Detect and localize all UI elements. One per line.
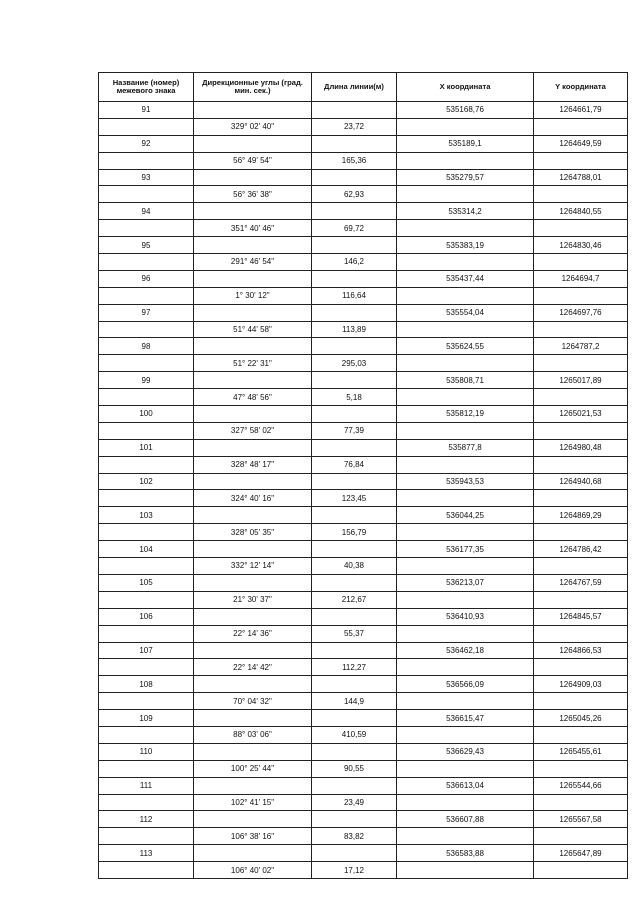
direction-angle: 291° 46' 54" (194, 254, 312, 271)
empty-cell (99, 591, 194, 608)
table-row-point (99, 710, 628, 727)
empty-cell (397, 625, 534, 642)
line-length: 156,79 (312, 524, 397, 541)
x-coordinate: 536177,35 (397, 541, 534, 558)
table-row-line (99, 220, 628, 237)
direction-angle: 106° 38' 16" (194, 828, 312, 845)
empty-cell (312, 608, 397, 625)
empty-cell (312, 541, 397, 558)
empty-cell (194, 541, 312, 558)
empty-cell (312, 270, 397, 287)
direction-angle: 329° 02' 40" (194, 118, 312, 135)
empty-cell (397, 591, 534, 608)
x-coordinate: 535808,71 (397, 372, 534, 389)
direction-angle: 51° 44' 58" (194, 321, 312, 338)
empty-cell (194, 574, 312, 591)
line-length: 5,18 (312, 389, 397, 406)
direction-angle: 22° 14' 42" (194, 659, 312, 676)
table-row-point (99, 102, 628, 119)
table-row-point (99, 439, 628, 456)
point-name: 110 (99, 743, 194, 760)
point-name: 112 (99, 811, 194, 828)
empty-cell (397, 726, 534, 743)
y-coordinate: 1264661,79 (534, 102, 628, 119)
empty-cell (99, 254, 194, 271)
empty-cell (534, 287, 628, 304)
direction-angle: 332° 12' 14" (194, 558, 312, 575)
point-name: 102 (99, 473, 194, 490)
y-coordinate: 1265017,89 (534, 372, 628, 389)
point-name: 105 (99, 574, 194, 591)
point-name: 101 (99, 439, 194, 456)
empty-cell (312, 237, 397, 254)
y-coordinate: 1264830,46 (534, 237, 628, 254)
line-length: 69,72 (312, 220, 397, 237)
direction-angle: 100° 25' 44" (194, 760, 312, 777)
empty-cell (397, 254, 534, 271)
empty-cell (312, 811, 397, 828)
empty-cell (312, 406, 397, 423)
direction-angle: 106° 40' 02" (194, 862, 312, 879)
x-coordinate: 535383,19 (397, 237, 534, 254)
point-name: 98 (99, 338, 194, 355)
point-name: 97 (99, 304, 194, 321)
direction-angle: 56° 36' 38" (194, 186, 312, 203)
empty-cell (534, 118, 628, 135)
line-length: 112,27 (312, 659, 397, 676)
table-row-line (99, 355, 628, 372)
table-row-line (99, 591, 628, 608)
empty-cell (534, 591, 628, 608)
x-coordinate: 536410,93 (397, 608, 534, 625)
empty-cell (99, 693, 194, 710)
empty-cell (312, 710, 397, 727)
x-coordinate: 535877,8 (397, 439, 534, 456)
empty-cell (397, 186, 534, 203)
direction-angle: 70° 04' 32" (194, 693, 312, 710)
table-row-line (99, 625, 628, 642)
point-name: 107 (99, 642, 194, 659)
empty-cell (194, 676, 312, 693)
empty-cell (99, 152, 194, 169)
point-name: 93 (99, 169, 194, 186)
empty-cell (397, 321, 534, 338)
empty-cell (397, 659, 534, 676)
y-coordinate: 1264866,53 (534, 642, 628, 659)
x-coordinate: 535279,57 (397, 169, 534, 186)
empty-cell (534, 625, 628, 642)
y-coordinate: 1265455,61 (534, 743, 628, 760)
x-coordinate: 535189,1 (397, 135, 534, 152)
x-coordinate: 536213,07 (397, 574, 534, 591)
empty-cell (312, 845, 397, 862)
point-name: 111 (99, 777, 194, 794)
y-coordinate: 1265021,53 (534, 406, 628, 423)
table-row-point (99, 237, 628, 254)
table-row-line (99, 524, 628, 541)
line-length: 116,64 (312, 287, 397, 304)
empty-cell (194, 777, 312, 794)
empty-cell (99, 321, 194, 338)
direction-angle: 328° 05' 35" (194, 524, 312, 541)
x-coordinate: 535943,53 (397, 473, 534, 490)
point-name: 104 (99, 541, 194, 558)
table-row-line (99, 152, 628, 169)
empty-cell (99, 794, 194, 811)
empty-cell (397, 152, 534, 169)
table-row-line (99, 287, 628, 304)
table-body (99, 102, 628, 879)
table-row-point (99, 811, 628, 828)
empty-cell (312, 203, 397, 220)
empty-cell (397, 456, 534, 473)
line-length: 23,49 (312, 794, 397, 811)
y-coordinate: 1265567,58 (534, 811, 628, 828)
x-coordinate: 535554,04 (397, 304, 534, 321)
empty-cell (99, 625, 194, 642)
table-row-point (99, 169, 628, 186)
direction-angle: 328° 48' 17" (194, 456, 312, 473)
empty-cell (312, 338, 397, 355)
empty-cell (534, 456, 628, 473)
empty-cell (397, 760, 534, 777)
direction-angle: 22° 14' 36" (194, 625, 312, 642)
table-row-line (99, 659, 628, 676)
table-row-line (99, 693, 628, 710)
empty-cell (99, 760, 194, 777)
line-length: 146,2 (312, 254, 397, 271)
empty-cell (99, 828, 194, 845)
point-name: 100 (99, 406, 194, 423)
empty-cell (99, 490, 194, 507)
header-name: Название (номер) межевого знака (99, 73, 194, 102)
direction-angle: 1° 30' 12" (194, 287, 312, 304)
empty-cell (534, 659, 628, 676)
empty-cell (397, 422, 534, 439)
line-length: 123,45 (312, 490, 397, 507)
x-coordinate: 536613,04 (397, 777, 534, 794)
table-row-line (99, 422, 628, 439)
y-coordinate: 1264786,42 (534, 541, 628, 558)
x-coordinate: 535812,19 (397, 406, 534, 423)
empty-cell (312, 777, 397, 794)
empty-cell (534, 254, 628, 271)
empty-cell (534, 152, 628, 169)
line-length: 410,59 (312, 726, 397, 743)
empty-cell (99, 118, 194, 135)
empty-cell (312, 574, 397, 591)
empty-cell (312, 642, 397, 659)
empty-cell (397, 287, 534, 304)
empty-cell (534, 321, 628, 338)
y-coordinate: 1264694,7 (534, 270, 628, 287)
point-name: 109 (99, 710, 194, 727)
direction-angle: 351° 40' 46" (194, 220, 312, 237)
header-y: Y координата (534, 73, 628, 102)
table-row-line (99, 186, 628, 203)
empty-cell (534, 794, 628, 811)
empty-cell (534, 490, 628, 507)
y-coordinate: 1264767,59 (534, 574, 628, 591)
empty-cell (194, 169, 312, 186)
empty-cell (397, 558, 534, 575)
coordinates-table (98, 72, 628, 879)
line-length: 144,9 (312, 693, 397, 710)
empty-cell (99, 659, 194, 676)
empty-cell (99, 422, 194, 439)
empty-cell (194, 811, 312, 828)
header-angle: Дирекционные углы (град. мин. сек.) (194, 73, 312, 102)
table-row-line (99, 490, 628, 507)
table-row-point (99, 541, 628, 558)
empty-cell (194, 102, 312, 119)
y-coordinate: 1264940,68 (534, 473, 628, 490)
empty-cell (397, 828, 534, 845)
empty-cell (397, 794, 534, 811)
table-row-point (99, 270, 628, 287)
table-row-point (99, 743, 628, 760)
empty-cell (534, 355, 628, 372)
empty-cell (397, 862, 534, 879)
table-row-point (99, 642, 628, 659)
empty-cell (397, 490, 534, 507)
direction-angle: 88° 03' 06" (194, 726, 312, 743)
empty-cell (534, 862, 628, 879)
empty-cell (194, 338, 312, 355)
line-length: 23,72 (312, 118, 397, 135)
empty-cell (397, 118, 534, 135)
empty-cell (534, 186, 628, 203)
table-row-point (99, 845, 628, 862)
line-length: 17,12 (312, 862, 397, 879)
line-length: 212,67 (312, 591, 397, 608)
table-row-line (99, 456, 628, 473)
header-x: X координата (397, 73, 534, 102)
line-length: 165,36 (312, 152, 397, 169)
table-row-line (99, 760, 628, 777)
x-coordinate: 536044,25 (397, 507, 534, 524)
empty-cell (312, 102, 397, 119)
table-row-line (99, 558, 628, 575)
empty-cell (534, 760, 628, 777)
empty-cell (99, 389, 194, 406)
line-length: 113,89 (312, 321, 397, 338)
empty-cell (194, 608, 312, 625)
x-coordinate: 535624,55 (397, 338, 534, 355)
point-name: 91 (99, 102, 194, 119)
empty-cell (534, 558, 628, 575)
y-coordinate: 1265647,89 (534, 845, 628, 862)
point-name: 95 (99, 237, 194, 254)
x-coordinate: 536607,88 (397, 811, 534, 828)
empty-cell (312, 135, 397, 152)
empty-cell (534, 693, 628, 710)
table-row-point (99, 203, 628, 220)
y-coordinate: 1264980,48 (534, 439, 628, 456)
y-coordinate: 1264909,03 (534, 676, 628, 693)
x-coordinate: 536629,43 (397, 743, 534, 760)
empty-cell (194, 270, 312, 287)
x-coordinate: 535314,2 (397, 203, 534, 220)
table-row-point (99, 304, 628, 321)
point-name: 94 (99, 203, 194, 220)
empty-cell (194, 406, 312, 423)
line-length: 295,03 (312, 355, 397, 372)
empty-cell (534, 726, 628, 743)
empty-cell (99, 355, 194, 372)
line-length: 40,38 (312, 558, 397, 575)
y-coordinate: 1264697,76 (534, 304, 628, 321)
point-name: 96 (99, 270, 194, 287)
empty-cell (99, 524, 194, 541)
y-coordinate: 1265544,66 (534, 777, 628, 794)
x-coordinate: 535437,44 (397, 270, 534, 287)
x-coordinate: 536615,47 (397, 710, 534, 727)
direction-angle: 51° 22' 31" (194, 355, 312, 372)
table-row-line (99, 118, 628, 135)
empty-cell (397, 220, 534, 237)
point-name: 106 (99, 608, 194, 625)
empty-cell (194, 372, 312, 389)
empty-cell (194, 642, 312, 659)
empty-cell (194, 507, 312, 524)
point-name: 92 (99, 135, 194, 152)
empty-cell (194, 710, 312, 727)
empty-cell (534, 220, 628, 237)
header-length: Длина линии(м) (312, 73, 397, 102)
empty-cell (534, 422, 628, 439)
table-row-point (99, 135, 628, 152)
table-header-row (99, 73, 628, 102)
x-coordinate: 536462,18 (397, 642, 534, 659)
y-coordinate: 1265045,26 (534, 710, 628, 727)
empty-cell (534, 828, 628, 845)
table-row-line (99, 794, 628, 811)
empty-cell (194, 203, 312, 220)
empty-cell (99, 287, 194, 304)
direction-angle: 56° 49' 54" (194, 152, 312, 169)
table-row-point (99, 574, 628, 591)
direction-angle: 47° 48' 56" (194, 389, 312, 406)
y-coordinate: 1264869,29 (534, 507, 628, 524)
empty-cell (194, 135, 312, 152)
empty-cell (194, 237, 312, 254)
empty-cell (194, 743, 312, 760)
table-row-line (99, 726, 628, 743)
empty-cell (312, 304, 397, 321)
table-row-point (99, 608, 628, 625)
empty-cell (534, 389, 628, 406)
empty-cell (194, 439, 312, 456)
line-length: 77,39 (312, 422, 397, 439)
point-name: 103 (99, 507, 194, 524)
x-coordinate: 535168,76 (397, 102, 534, 119)
table-row-line (99, 321, 628, 338)
line-length: 55,37 (312, 625, 397, 642)
table-row-line (99, 828, 628, 845)
empty-cell (194, 473, 312, 490)
line-length: 90,55 (312, 760, 397, 777)
empty-cell (312, 473, 397, 490)
empty-cell (397, 524, 534, 541)
x-coordinate: 536566,09 (397, 676, 534, 693)
point-name: 113 (99, 845, 194, 862)
empty-cell (99, 220, 194, 237)
y-coordinate: 1264845,57 (534, 608, 628, 625)
empty-cell (397, 389, 534, 406)
table-row-point (99, 338, 628, 355)
table-row-point (99, 777, 628, 794)
table-row-point (99, 372, 628, 389)
y-coordinate: 1264649,59 (534, 135, 628, 152)
direction-angle: 21° 30' 37" (194, 591, 312, 608)
empty-cell (194, 845, 312, 862)
direction-angle: 324° 40' 16" (194, 490, 312, 507)
table-row-point (99, 406, 628, 423)
empty-cell (312, 676, 397, 693)
empty-cell (397, 355, 534, 372)
line-length: 76,84 (312, 456, 397, 473)
table-row-point (99, 676, 628, 693)
y-coordinate: 1264840,55 (534, 203, 628, 220)
x-coordinate: 536583,88 (397, 845, 534, 862)
empty-cell (99, 862, 194, 879)
direction-angle: 102° 41' 15" (194, 794, 312, 811)
line-length: 62,93 (312, 186, 397, 203)
table-row-line (99, 389, 628, 406)
direction-angle: 327° 58' 02" (194, 422, 312, 439)
table-row-line (99, 254, 628, 271)
y-coordinate: 1264787,2 (534, 338, 628, 355)
empty-cell (312, 507, 397, 524)
table-row-point (99, 473, 628, 490)
line-length: 83,82 (312, 828, 397, 845)
empty-cell (397, 693, 534, 710)
empty-cell (99, 186, 194, 203)
empty-cell (312, 372, 397, 389)
table-row-line (99, 862, 628, 879)
y-coordinate: 1264788,01 (534, 169, 628, 186)
empty-cell (534, 524, 628, 541)
table-row-point (99, 507, 628, 524)
empty-cell (99, 726, 194, 743)
empty-cell (312, 169, 397, 186)
empty-cell (99, 456, 194, 473)
empty-cell (99, 558, 194, 575)
point-name: 108 (99, 676, 194, 693)
empty-cell (312, 439, 397, 456)
empty-cell (312, 743, 397, 760)
empty-cell (194, 304, 312, 321)
point-name: 99 (99, 372, 194, 389)
